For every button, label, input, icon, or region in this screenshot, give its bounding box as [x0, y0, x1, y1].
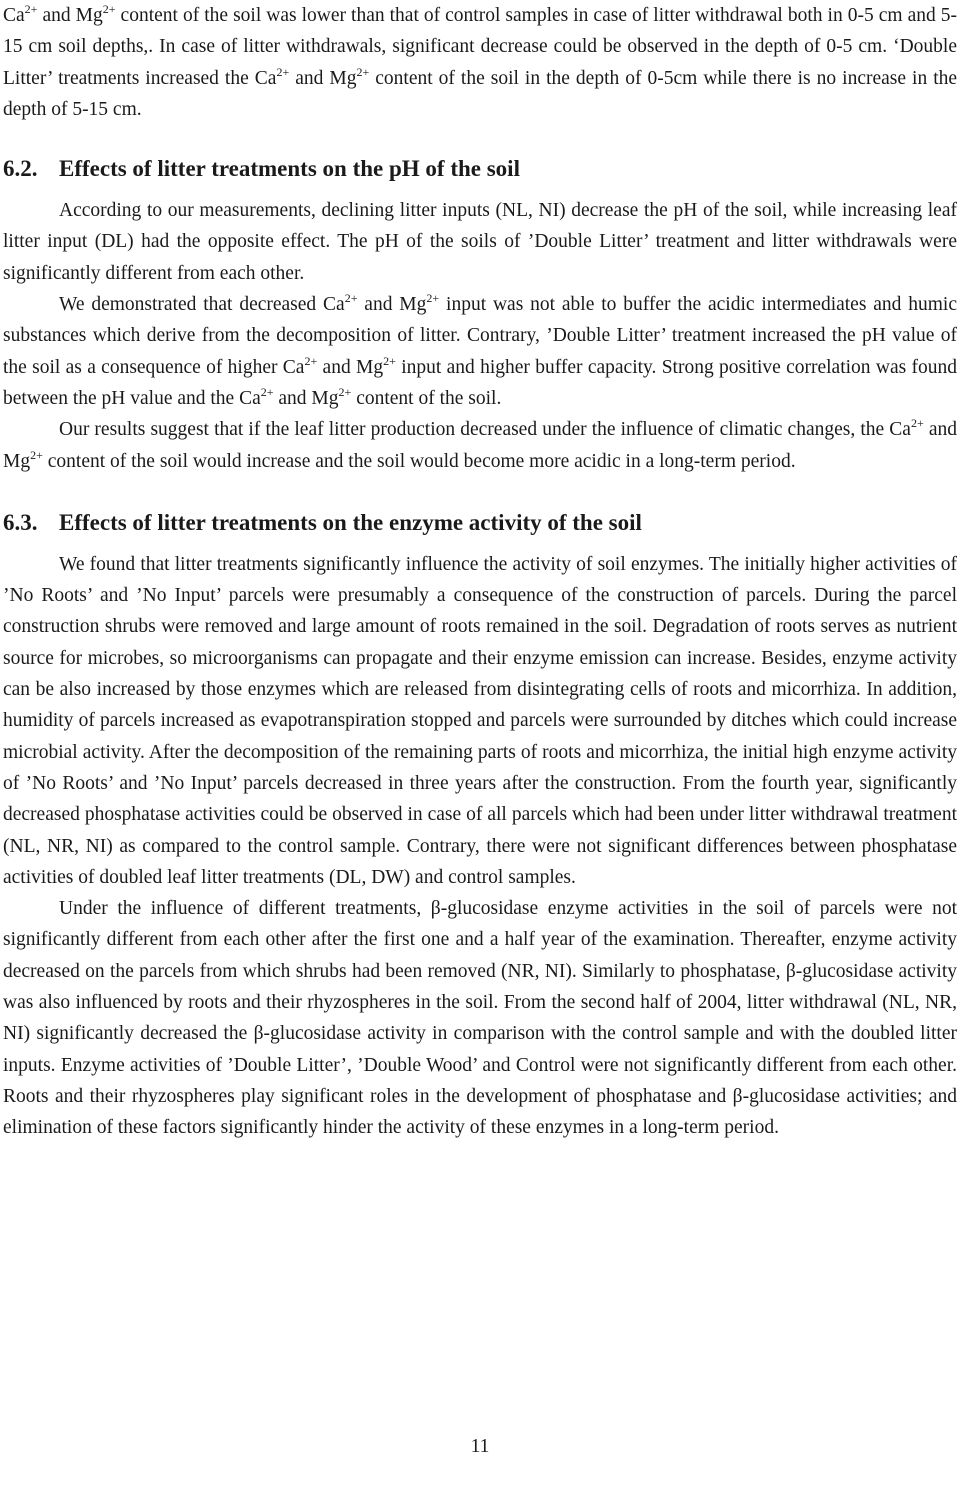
superscript: 2+ [102, 2, 116, 16]
superscript: 2+ [344, 291, 358, 306]
text-run: and Mg [3, 419, 957, 472]
text-run: According to our measurements, declining litter inputs (NL, NI) decrease the pH of the soil, while increasing leaf litter input (DL) had the opposite effect. The pH of the soils of ’Double Litter’ treatment and litter withdrawals were significantly different from each other. [3, 200, 957, 284]
text-run: content of the soil would increase and the soil would become more acidic in a long-term period. [42, 450, 796, 472]
text-run: and Mg [289, 67, 357, 89]
paragraph-continuation [3, 0, 957, 125]
paragraph [3, 289, 957, 414]
paragraph [3, 195, 957, 289]
text-run: Our results suggest that if the leaf litter production decreased under the influence of climatic changes, the Ca [59, 419, 911, 441]
paragraph [3, 414, 957, 477]
text-run: We demonstrated that decreased Ca [59, 294, 345, 316]
text-run: content of the soil in the depth of 0-5cm while there is no increase in the depth of 5-15 cm. [3, 67, 958, 120]
section-title: Effects of litter treatments on the pH of the soil [59, 156, 520, 182]
text-run: content of the soil was lower than that of control samples in case of litter withdrawal both in 0-5 cm and 5-15 cm soil depths,. In case of litter withdrawals, significant decrease could be observed in the depth of 0-5 cm. ‘Double Litter’ treatments increased the Ca [3, 5, 958, 89]
superscript: 2+ [30, 447, 43, 462]
text-run: input was not able to buffer the acidic intermediates and humic substances which derive from the decomposition of litter. Contrary, ’Double Litter’ treatment increased the pH value of the soil as a consequence of higher Ca [3, 294, 958, 378]
superscript: 2+ [356, 64, 370, 79]
text-run: and Mg [317, 356, 384, 378]
section-title: Effects of litter treatments on the enzyme activity of the soil [59, 509, 642, 535]
superscript: 2+ [24, 2, 38, 16]
text-run: Ca [3, 5, 25, 26]
superscript: 2+ [304, 353, 318, 368]
paragraph [3, 549, 957, 893]
superscript: 2+ [260, 384, 274, 399]
page-number: 11 [470, 1436, 490, 1457]
text-run: input and higher buffer capacity. Strong positive correlation was found between the pH value and the Ca [3, 356, 958, 409]
section-number: 6.3. [3, 509, 38, 535]
section-heading-6-3 [3, 507, 957, 539]
text-run: We found that litter treatments significantly influence the activity of soil enzymes. The initially higher activities of ’No Roots’ and ’No Input’ parcels were presumably a consequence of the construction of parcels. During the parcel construction shrubs were removed and large amount of roots remained in the soil. Degradation of roots serves as nutrient source for microbes, so microorganisms can propagate and their enzyme emission can increase. Besides, enzyme activity can be also increased by those enzymes which are released from disintegrating cells of roots and micorrhiza. In addition, humidity of parcels increased as evapotranspiration stopped and parcels were surrounded by ditches which could increase microbial activity. After the decomposition of the remaining parts of roots and micorrhiza, the initial high enzyme activity of ’No Roots’ and ’No Input’ parcels decreased in three years after the construction. From the fourth year, significantly decreased phosphatase activities could be observed in case of all parcels which had been under litter withdrawal treatment (NL, NR, NI) as compared to the control sample. Contrary, there were not significant differences between phosphatase activities of doubled leaf litter treatments (DL, DW) and control samples. [3, 553, 957, 888]
text-run: Under the influence of different treatments, β-glucosidase enzyme activities in the soil of parcels were not significantly different from each other after the first one and a half year of the examination. Thereafter, enzyme activity decreased on the parcels from which shrubs had been removed (NR, NI). Similarly to phosphatase, β-glucosidase activity was also influenced by roots and their rhyzospheres in the soil. From the second half of 2004, litter withdrawal (NL, NR, NI) significantly decreased the β-glucosidase activity in comparison with the control sample and with the doubled litter inputs. Enzyme activities of ’Double Litter’, ’Double Wood’ and Control were not significantly different from each other. Roots and their rhyzospheres play significant roles in the development of phosphatase and β-glucosidase activities; and elimination of these factors significantly hinder the activity of these enzymes in a long-term period. [3, 898, 957, 1139]
superscript: 2+ [276, 64, 290, 79]
page-content [3, 0, 957, 1144]
superscript: 2+ [426, 291, 440, 306]
text-run: and Mg [37, 5, 103, 26]
text-run: and Mg [357, 294, 427, 316]
section-number: 6.2. [3, 156, 38, 182]
text-run: and Mg [273, 387, 339, 409]
text-run: content of the soil. [351, 387, 502, 409]
paragraph [3, 893, 957, 1143]
superscript: 2+ [338, 384, 352, 399]
superscript: 2+ [910, 416, 924, 431]
superscript: 2+ [383, 353, 396, 368]
section-heading-6-2 [3, 153, 957, 185]
